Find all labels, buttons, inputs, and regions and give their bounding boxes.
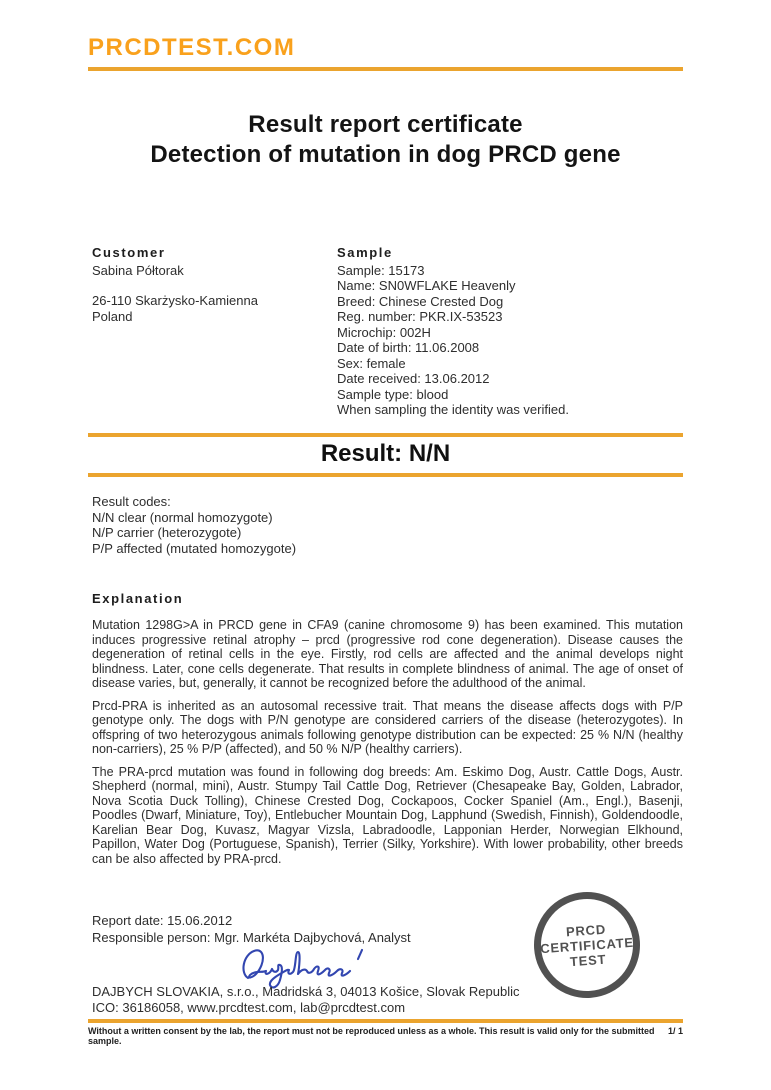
customer-section	[92, 245, 258, 324]
customer-heading: Customer	[92, 245, 166, 260]
sample-line: When sampling the identity was verified.	[337, 402, 569, 417]
sample-line: Sample: 15173	[337, 262, 425, 278]
sample-line: Reg. number: PKR.IX-53523	[337, 309, 503, 324]
company-contact: ICO: 36186058, www.prcdtest.com, lab@prcdtest.com	[92, 1000, 406, 1015]
customer-address-line1: 26-110 Skarżysko-Kamienna	[92, 293, 258, 308]
result-code: P/P affected (mutated homozygote)	[92, 541, 297, 557]
sample-line: Microchip: 002H	[337, 324, 431, 340]
sample-heading: Sample	[337, 245, 393, 260]
stamp-line-2: CERTIFICATE	[539, 934, 635, 956]
certificate-stamp	[530, 888, 643, 1001]
explanation-section	[92, 591, 683, 874]
sample-line: Sample type: blood	[337, 386, 449, 402]
responsible-person: Responsible person: Mgr. Markéta Dajbychová, Analyst	[92, 929, 411, 945]
sample-line: Date of birth: 11.06.2008	[337, 340, 480, 355]
page-number: 1/ 1	[667, 1026, 683, 1036]
explanation-paragraph: Prcd-PRA is inherited as an autosomal recessive trait. That means the disease affects dogs with P/P genotype only. The dogs with P/N genotype are considered carriers of the disease (heterozygotes). In offspring of two heterozygous animals following genotype distribution can be expected: 25 % N/N (healthy non-carriers), 25 % P/P (affected), and 50 % N/P (healthy carriers).	[92, 698, 683, 756]
title-line-2: Detection of mutation in dog PRCD gene	[150, 141, 621, 168]
page-title	[88, 110, 683, 170]
result-codes-section	[92, 494, 296, 557]
report-date: Report date: 15.06.2012	[92, 913, 233, 928]
sample-line: Sex: female	[337, 355, 406, 371]
footer	[88, 1026, 683, 1046]
stamp-line-1: PRCD	[565, 921, 607, 939]
result-divider-top	[88, 433, 683, 437]
footer-note: Without a written consent by the lab, the report must not be reproduced unless as a whole. This result is valid only for the submitted sample.	[88, 1026, 655, 1046]
footer-divider	[88, 1019, 683, 1023]
result-divider-bottom	[88, 473, 683, 477]
company-address: DAJBYCH SLOVAKIA, s.r.o., Madridská 3, 04013 Košice, Slovak Republic	[92, 984, 520, 999]
customer-address-line2: Poland	[92, 308, 133, 324]
explanation-paragraph: The PRA-prcd mutation was found in following dog breeds: Am. Eskimo Dog, Austr. Cattle Dogs, Austr. Shepherd (normal, mini), Austr. Stumpy Tail Cattle Dog, Retriever (Chesapeake Bay, Golden, Labrador, Nova Scotia Duck Tolling), Chinese Crested Dog, Cockapoos, Cocker Spaniel (Am., Engl.), Basenji, Poodles (Dwarf, Miniature, Toy), Entlebucher Mountain Dog, Lapphund (Swedish, Finnish), Goldendoodle, Karelian Bear Dog, Kuvasz, Magyar Vizsla, Labradoodle, Lapponian Herder, Norwegian Elkhound, Papillon, Water Dog (Portuguese, Spanish), Terrier (Silky, Yorkshire). With lower probability, other breeds can be also affected by PRA-prcd.	[92, 764, 683, 866]
result-codes-title: Result codes:	[92, 494, 171, 509]
explanation-paragraph: Mutation 1298G>A in PRCD gene in CFA9 (canine chromosome 9) has been examined. This mutation induces progressive retinal atrophy – prcd (progressive rod cone degeneration). Disease causes the degeneration of retinal cells in the eye. Firstly, rod cells are affected and the animal develops night blindness. Later, cone cells degenerate. That results in complete blindness of animal. The age of onset of disease varies, but, generally, it cannot be recognized before the adulthood of the animal.	[92, 618, 683, 690]
sample-section	[337, 245, 569, 418]
title-line-1: Result report certificate	[248, 111, 523, 138]
stamp-line-3: TEST	[569, 951, 607, 969]
sample-line: Breed: Chinese Crested Dog	[337, 293, 504, 309]
site-logo: PRCDTEST.COM	[88, 34, 296, 61]
result-heading: Result: N/N	[320, 440, 451, 467]
explanation-heading: Explanation	[92, 591, 184, 606]
company-info	[92, 984, 520, 1016]
sample-line: Date received: 13.06.2012	[337, 371, 490, 386]
header-divider	[88, 67, 683, 71]
result-code: N/N clear (normal homozygote)	[92, 509, 273, 525]
result-code: N/P carrier (heterozygote)	[92, 525, 242, 541]
customer-name: Sabina Półtorak	[92, 262, 184, 278]
sample-line: Name: SN0WFLAKE Heavenly	[337, 278, 516, 293]
